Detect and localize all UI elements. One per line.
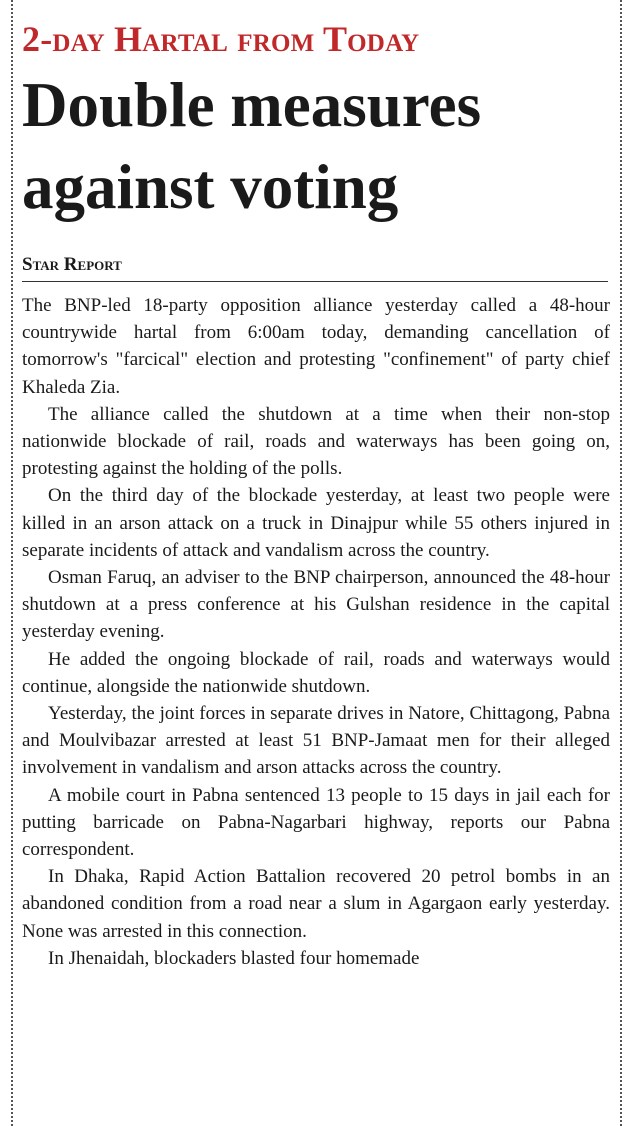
paragraph: On the third day of the blockade yesterday, at least two people were killed in an arson attack on a truck in Dinajpur while 55 others injured in separate incidents of attack and vandalism across the country. xyxy=(22,485,610,561)
paragraph: In Jhenaidah, blockaders blasted four homemade xyxy=(48,947,420,969)
paragraph: He added the ongoing blockade of rail, roads and waterways would continue, alongside the nationwide shutdown. xyxy=(22,648,610,697)
headline: Double measures against voting xyxy=(22,70,482,222)
right-column-border xyxy=(620,0,622,1126)
byline-rule xyxy=(22,281,608,282)
paragraph: The BNP-led 18-party opposition alliance yesterday called a 48-hour countrywide hartal from 6:00am today, demanding cancellation of tomorrow's "farcical" election and protesting "confinement" of party chief Khaleda Zia. xyxy=(22,295,610,398)
paragraph: A mobile court in Pabna sentenced 13 people to 15 days in jail each for putting barricade on Pabna-Nagarbari highway, reports our Pabna correspondent. xyxy=(22,784,610,861)
kicker: 2-day Hartal from Today xyxy=(22,19,420,59)
left-column-border xyxy=(11,0,13,1126)
article-body xyxy=(22,292,610,972)
paragraph: Osman Faruq, an adviser to the BNP chairperson, announced the 48-hour shutdown at a press conference at his Gulshan residence in the capital yesterday evening. xyxy=(22,567,610,643)
paragraph: In Dhaka, Rapid Action Battalion recovered 20 petrol bombs in an abandoned condition from a road near a slum in Agargaon early yesterday. None was arrested in this connection. xyxy=(22,866,610,942)
byline: Star Report xyxy=(22,254,122,275)
paragraph: The alliance called the shutdown at a time when their non-stop nationwide blockade of rail, roads and waterways has been going on, protesting against the holding of the polls. xyxy=(22,403,610,480)
paragraph: Yesterday, the joint forces in separate drives in Natore, Chittagong, Pabna and Moulvibazar arrested at least 51 BNP-Jamaat men for their alleged involvement in vandalism and arson attacks across the country. xyxy=(22,703,610,779)
